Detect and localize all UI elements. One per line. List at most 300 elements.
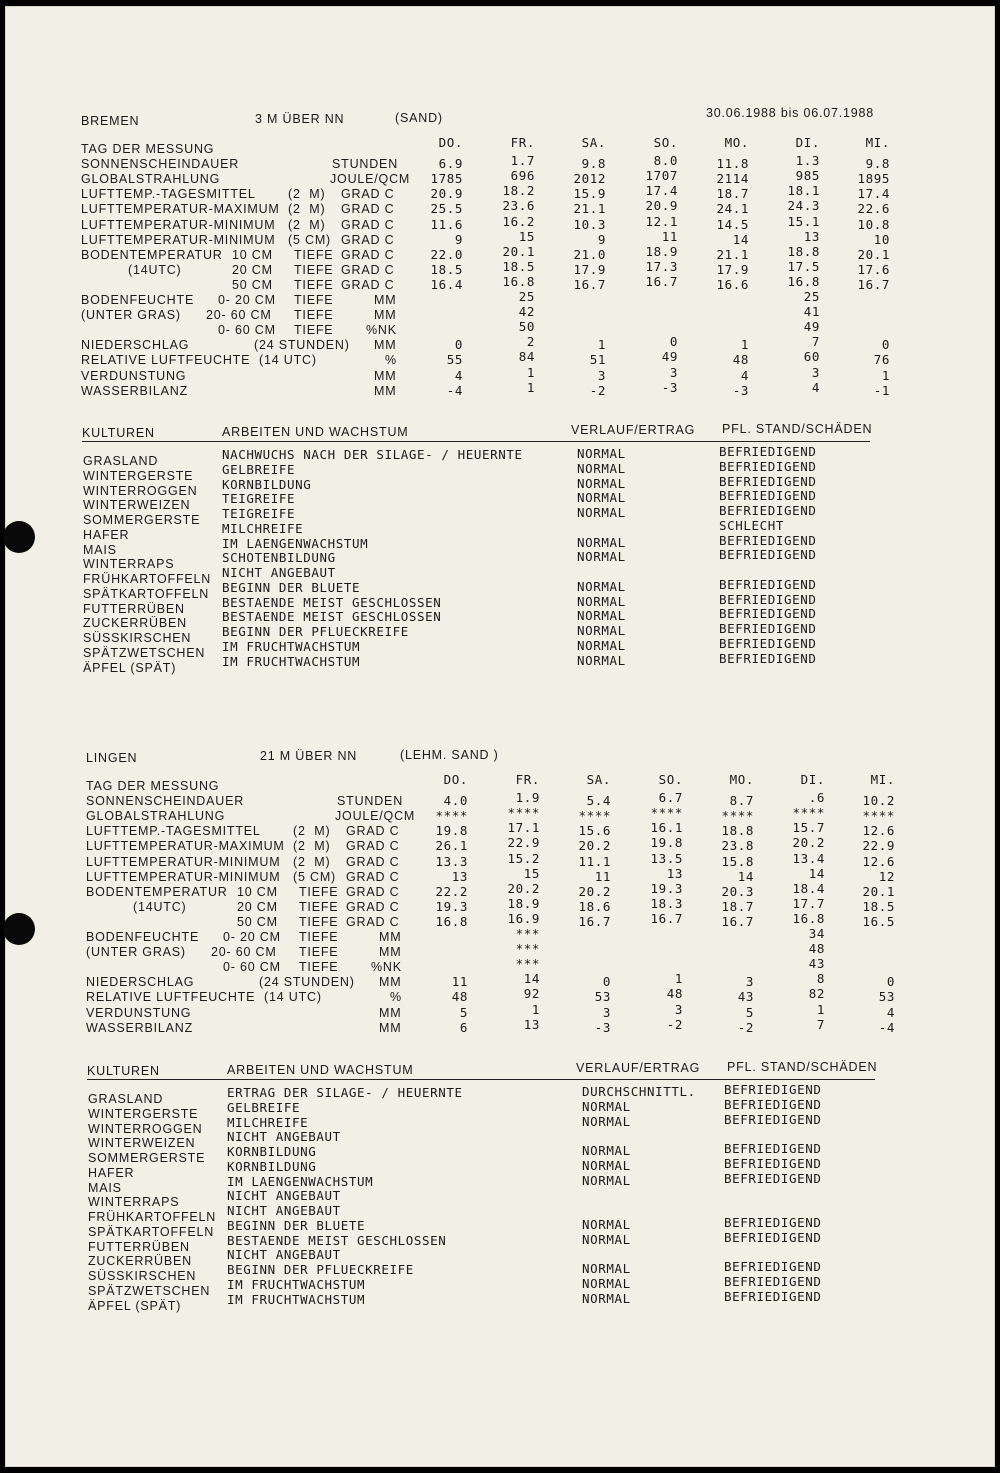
row-qualifier: (14 UTC)	[259, 353, 317, 367]
crop-work: BEGINN DER BLUETE	[227, 1218, 366, 1233]
crop-status: BEFRIEDIGEND	[719, 577, 817, 592]
crops-header-rule	[87, 1079, 875, 1080]
crop-work: NICHT ANGEBAUT	[222, 565, 336, 580]
cell-value: 20.2	[578, 884, 611, 899]
crop-progress: NORMAL	[577, 608, 626, 623]
station-soil: (LEHM. SAND )	[400, 748, 499, 762]
cell-value: 16.2	[502, 214, 535, 229]
row-qualifier: 50 CM	[237, 915, 278, 929]
crop-status: BEFRIEDIGEND	[724, 1097, 822, 1112]
crop-progress: NORMAL	[577, 638, 626, 653]
row-qualifier: (14 UTC)	[264, 990, 322, 1004]
cell-value: 5	[459, 1005, 468, 1020]
day-header: SA.	[581, 135, 606, 150]
cell-value: 9	[454, 232, 463, 247]
cell-value: 19.8	[650, 835, 683, 850]
cell-value: 21.1	[573, 201, 606, 216]
row-label: BODENTEMPERATUR	[81, 248, 223, 262]
crop-status: BEFRIEDIGEND	[719, 503, 817, 518]
cell-value: 53	[594, 989, 611, 1004]
cell-value: 15.9	[573, 186, 606, 201]
row-qualifier: (2 M)	[293, 839, 331, 853]
row-label: LUFTTEMP.-TAGESMITTEL	[81, 187, 256, 201]
cell-value: 22.9	[507, 835, 540, 850]
cell-value: ****	[862, 808, 895, 823]
row-unit: MM	[379, 1021, 402, 1035]
cell-value: 20.2	[578, 838, 611, 853]
day-header: MI.	[865, 135, 890, 150]
day-header: DO.	[438, 135, 463, 150]
crop-name: ZUCKERRÜBEN	[88, 1254, 192, 1268]
cell-value: 53	[878, 989, 895, 1004]
row-unit: TIEFE	[294, 308, 334, 322]
cell-value: -2	[737, 1020, 754, 1035]
cell-value: 14	[732, 232, 749, 247]
cell-value: 1.3	[795, 153, 820, 168]
crop-work: IM FRUCHTWACHSTUM	[227, 1277, 366, 1292]
cell-value: -4	[878, 1020, 895, 1035]
cell-value: 3	[674, 1002, 683, 1017]
cell-value: 13	[523, 1017, 540, 1032]
row-unit: MM	[374, 308, 397, 322]
crop-work: NICHT ANGEBAUT	[227, 1188, 341, 1203]
row-label: RELATIVE LUFTFEUCHTE	[86, 990, 256, 1004]
cell-value: 14	[808, 866, 825, 881]
cell-value: 1	[526, 380, 535, 395]
cell-value: .6	[808, 790, 825, 805]
cell-value: 18.7	[716, 186, 749, 201]
row-unit: MM	[374, 293, 397, 307]
row-unit: STUNDEN	[332, 157, 399, 171]
crop-status: BEFRIEDIGEND	[719, 533, 817, 548]
row-label: (UNTER GRAS)	[86, 945, 186, 959]
cell-value: 1.7	[510, 153, 535, 168]
cell-value: 9.8	[865, 156, 890, 171]
cell-value: 22.2	[435, 884, 468, 899]
row-label: GLOBALSTRAHLUNG	[86, 809, 226, 823]
cell-value: 13.4	[792, 851, 825, 866]
cell-value: 13.5	[650, 851, 683, 866]
crop-progress: NORMAL	[582, 1143, 631, 1158]
crop-name: WINTERROGGEN	[88, 1122, 203, 1136]
cell-value: 22.9	[862, 838, 895, 853]
row-label: NIEDERSCHLAG	[86, 975, 195, 989]
row-qualifier: 0- 20 CM	[218, 293, 276, 307]
row-unit: %	[390, 990, 402, 1004]
crop-name: ÄPFEL (SPÄT)	[83, 661, 177, 675]
crop-name: SOMMERGERSTE	[88, 1151, 206, 1165]
cell-value: 12	[878, 869, 895, 884]
cell-value: 12.6	[862, 823, 895, 838]
crop-status: BEFRIEDIGEND	[724, 1259, 822, 1274]
row-unit: GRAD C	[341, 278, 395, 292]
cell-value: 11.1	[578, 854, 611, 869]
cell-value: 18.9	[507, 896, 540, 911]
cell-value: 16.4	[430, 277, 463, 292]
crop-name: ZUCKERRÜBEN	[83, 616, 187, 630]
crops-col-stand: PFL. STAND/SCHÄDEN	[722, 422, 873, 436]
crop-work: TEIGREIFE	[222, 506, 296, 521]
day-header: FR.	[515, 772, 540, 787]
cell-value: 6.7	[658, 790, 683, 805]
crop-progress: NORMAL	[577, 549, 626, 564]
crop-progress: NORMAL	[582, 1099, 631, 1114]
crop-name: WINTERROGGEN	[83, 484, 198, 498]
row-label: SONNENSCHEINDAUER	[86, 794, 245, 808]
cell-value: 1707	[645, 168, 678, 183]
row-qualifier: (2 M)	[293, 855, 331, 869]
crop-status: BEFRIEDIGEND	[719, 459, 817, 474]
crop-progress: NORMAL	[577, 490, 626, 505]
crop-name: WINTERGERSTE	[83, 469, 194, 483]
crop-status: BEFRIEDIGEND	[724, 1289, 822, 1304]
crop-progress: NORMAL	[582, 1217, 631, 1232]
crops-header-rule	[82, 441, 870, 442]
cell-value: 985	[795, 168, 820, 183]
crop-progress: NORMAL	[582, 1276, 631, 1291]
crop-status: BEFRIEDIGEND	[719, 606, 817, 621]
row-unit: GRAD C	[346, 915, 400, 929]
row-label: TAG DER MESSUNG	[86, 779, 220, 793]
cell-value: 2114	[716, 171, 749, 186]
cell-value: 13	[803, 229, 820, 244]
cell-value: 0	[602, 974, 611, 989]
cell-value: 4	[454, 368, 463, 383]
day-header: MI.	[870, 772, 895, 787]
crop-name: GRASLAND	[88, 1092, 164, 1106]
row-qualifier: (2 M)	[288, 187, 326, 201]
cell-value: 1	[740, 337, 749, 352]
row-unit: TIEFE	[294, 278, 334, 292]
row-label: LUFTTEMPERATUR-MINIMUM	[81, 218, 276, 232]
cell-value: 10.3	[573, 217, 606, 232]
cell-value: 9.8	[581, 156, 606, 171]
crop-name: HAFER	[88, 1166, 135, 1180]
cell-value: 15.1	[787, 214, 820, 229]
report-period: 30.06.1988 bis 06.07.1988	[706, 106, 875, 120]
day-header: DI.	[800, 772, 825, 787]
cell-value: 17.9	[716, 262, 749, 277]
row-label: LUFTTEMPERATUR-MINIMUM	[86, 870, 281, 884]
row-unit: GRAD C	[346, 839, 400, 853]
crop-name: MAIS	[88, 1181, 122, 1195]
crop-name: MAIS	[83, 543, 117, 557]
row-qualifier: 0- 60 CM	[223, 960, 281, 974]
row-unit: TIEFE	[299, 900, 339, 914]
cell-value: 4.0	[443, 793, 468, 808]
cell-value: -3	[594, 1020, 611, 1035]
row-unit: GRAD C	[341, 187, 395, 201]
cell-value: 4	[811, 380, 820, 395]
row-qualifier: 20- 60 CM	[211, 945, 277, 959]
crop-progress: NORMAL	[577, 535, 626, 550]
crop-work: IM FRUCHTWACHSTUM	[222, 654, 361, 669]
cell-value: 16.6	[716, 277, 749, 292]
row-unit: MM	[379, 975, 402, 989]
cell-value: 20.9	[430, 186, 463, 201]
day-header: DI.	[795, 135, 820, 150]
row-unit: MM	[379, 945, 402, 959]
crop-work: NICHT ANGEBAUT	[227, 1203, 341, 1218]
cell-value: 18.9	[645, 244, 678, 259]
cell-value: 11.8	[716, 156, 749, 171]
row-unit: TIEFE	[294, 293, 334, 307]
row-unit: %NK	[371, 960, 402, 974]
crop-work: IM LAENGENWACHSTUM	[222, 536, 369, 551]
row-qualifier: (24 STUNDEN)	[259, 975, 355, 989]
row-qualifier: 10 CM	[232, 248, 273, 262]
crop-name: FRÜHKARTOFFELN	[88, 1210, 217, 1224]
cell-value: 11	[594, 869, 611, 884]
day-header: FR.	[510, 135, 535, 150]
cell-value: 22.6	[857, 201, 890, 216]
crop-progress: NORMAL	[582, 1173, 631, 1188]
station-height: 3 M ÜBER NN	[255, 112, 345, 126]
cell-value: ****	[721, 808, 754, 823]
crop-status: BEFRIEDIGEND	[724, 1082, 822, 1097]
cell-value: 16.7	[857, 277, 890, 292]
day-header: DO.	[443, 772, 468, 787]
cell-value: 1	[597, 337, 606, 352]
row-unit: TIEFE	[299, 945, 339, 959]
cell-value: 18.5	[862, 899, 895, 914]
crops-col-kulturen: KULTUREN	[82, 426, 155, 440]
cell-value: 10	[873, 232, 890, 247]
cell-value: 18.1	[787, 183, 820, 198]
crop-status: BEFRIEDIGEND	[719, 621, 817, 636]
cell-value: 10.2	[862, 793, 895, 808]
punch-hole-lower	[3, 913, 35, 945]
cell-value: 9	[597, 232, 606, 247]
row-unit: MM	[374, 338, 397, 352]
cell-value: 51	[589, 352, 606, 367]
row-unit: GRAD C	[341, 233, 395, 247]
cell-value: 1	[531, 1002, 540, 1017]
station-name: BREMEN	[81, 114, 140, 128]
cell-value: 0	[454, 337, 463, 352]
row-unit: GRAD C	[346, 855, 400, 869]
cell-value: 84	[518, 349, 535, 364]
row-unit: TIEFE	[294, 248, 334, 262]
station-name: LINGEN	[86, 751, 138, 765]
cell-value: 82	[808, 986, 825, 1001]
cell-value: 18.7	[721, 899, 754, 914]
cell-value: 48	[808, 941, 825, 956]
crop-work: NACHWUCHS NACH DER SILAGE- / HEUERNTE	[222, 447, 523, 462]
row-unit: TIEFE	[299, 930, 339, 944]
crop-work: KORNBILDUNG	[222, 477, 312, 492]
cell-value: 17.4	[857, 186, 890, 201]
cell-value: 18.3	[650, 896, 683, 911]
cell-value: 92	[523, 986, 540, 1001]
cell-value: ***	[515, 926, 540, 941]
cell-value: -1	[873, 383, 890, 398]
day-header: MO.	[724, 135, 749, 150]
cell-value: 22.0	[430, 247, 463, 262]
row-label: BODENFEUCHTE	[81, 293, 195, 307]
row-qualifier: (5 CM)	[293, 870, 336, 884]
crop-work: BEGINN DER BLUETE	[222, 580, 361, 595]
cell-value: 19.3	[650, 881, 683, 896]
crop-name: SÜSSKIRSCHEN	[83, 631, 192, 645]
row-unit: %NK	[366, 323, 397, 337]
row-unit: MM	[379, 930, 402, 944]
cell-value: 49	[803, 319, 820, 334]
cell-value: 48	[666, 986, 683, 1001]
row-unit: GRAD C	[341, 202, 395, 216]
cell-value: 16.7	[578, 914, 611, 929]
cell-value: 15.7	[792, 820, 825, 835]
crop-work: BESTAENDE MEIST GESCHLOSSEN	[222, 595, 442, 610]
row-label: BODENTEMPERATUR	[86, 885, 228, 899]
cell-value: 16.7	[650, 911, 683, 926]
crop-name: SOMMERGERSTE	[83, 513, 201, 527]
row-unit: TIEFE	[299, 915, 339, 929]
row-label: RELATIVE LUFTFEUCHTE	[81, 353, 251, 367]
cell-value: 8.7	[729, 793, 754, 808]
cell-value: 18.8	[787, 244, 820, 259]
cell-value: 2012	[573, 171, 606, 186]
cell-value: 16.5	[862, 914, 895, 929]
cell-value: 3	[745, 974, 754, 989]
crops-col-stand: PFL. STAND/SCHÄDEN	[727, 1060, 878, 1074]
crop-progress: NORMAL	[577, 653, 626, 668]
crop-status: BEFRIEDIGEND	[719, 444, 817, 459]
cell-value: 1.9	[515, 790, 540, 805]
row-label: NIEDERSCHLAG	[81, 338, 190, 352]
cell-value: 6.9	[438, 156, 463, 171]
crop-progress: NORMAL	[582, 1261, 631, 1276]
cell-value: 15.6	[578, 823, 611, 838]
cell-value: 0	[881, 337, 890, 352]
cell-value: 17.4	[645, 183, 678, 198]
row-unit: TIEFE	[294, 263, 334, 277]
cell-value: 16.8	[502, 274, 535, 289]
cell-value: 20.3	[721, 884, 754, 899]
cell-value: 20.2	[507, 881, 540, 896]
cell-value: 12.6	[862, 854, 895, 869]
row-label: (14UTC)	[133, 900, 187, 914]
cell-value: ****	[435, 808, 468, 823]
cell-value: ***	[515, 941, 540, 956]
row-unit: JOULE/QCM	[335, 809, 416, 823]
crop-status: BEFRIEDIGEND	[724, 1112, 822, 1127]
cell-value: 2	[526, 334, 535, 349]
cell-value: 48	[732, 352, 749, 367]
crop-progress: NORMAL	[577, 594, 626, 609]
crop-status: BEFRIEDIGEND	[724, 1274, 822, 1289]
row-qualifier: 50 CM	[232, 278, 273, 292]
crop-work: NICHT ANGEBAUT	[227, 1129, 341, 1144]
row-label: BODENFEUCHTE	[86, 930, 200, 944]
day-header: SO.	[658, 772, 683, 787]
cell-value: 76	[873, 352, 890, 367]
crop-status: BEFRIEDIGEND	[719, 488, 817, 503]
cell-value: 16.8	[787, 274, 820, 289]
cell-value: 17.7	[792, 896, 825, 911]
cell-value: ****	[507, 805, 540, 820]
row-qualifier: 20 CM	[232, 263, 273, 277]
crop-status: BEFRIEDIGEND	[724, 1141, 822, 1156]
crop-status: BEFRIEDIGEND	[724, 1230, 822, 1245]
crop-name: WINTERWEIZEN	[88, 1136, 196, 1150]
cell-value: ****	[650, 805, 683, 820]
row-label: GLOBALSTRAHLUNG	[81, 172, 221, 186]
cell-value: 16.7	[721, 914, 754, 929]
cell-value: 16.8	[792, 911, 825, 926]
row-label: WASSERBILANZ	[86, 1021, 194, 1035]
cell-value: 0	[669, 334, 678, 349]
row-label: LUFTTEMPERATUR-MAXIMUM	[86, 839, 285, 853]
cell-value: 16.7	[645, 274, 678, 289]
cell-value: 18.5	[430, 262, 463, 277]
cell-value: 17.3	[645, 259, 678, 274]
cell-value: 19.8	[435, 823, 468, 838]
cell-value: 13	[451, 869, 468, 884]
cell-value: 8.0	[653, 153, 678, 168]
row-qualifier: (5 CM)	[288, 233, 331, 247]
crop-progress: NORMAL	[582, 1291, 631, 1306]
cell-value: -2	[666, 1017, 683, 1032]
row-qualifier: (2 M)	[293, 824, 331, 838]
row-qualifier: 20 CM	[237, 900, 278, 914]
row-qualifier: 10 CM	[237, 885, 278, 899]
crop-name: SÜSSKIRSCHEN	[88, 1269, 197, 1283]
cell-value: 43	[737, 989, 754, 1004]
row-label: VERDUNSTUNG	[86, 1006, 192, 1020]
day-header: SO.	[653, 135, 678, 150]
crop-status: SCHLECHT	[719, 518, 785, 533]
crop-work: SCHOTENBILDUNG	[222, 550, 336, 565]
crop-progress: NORMAL	[577, 446, 626, 461]
cell-value: 10.8	[857, 217, 890, 232]
cell-value: 18.4	[792, 881, 825, 896]
row-unit: GRAD C	[346, 824, 400, 838]
cell-value: 1	[674, 971, 683, 986]
crop-progress: NORMAL	[582, 1232, 631, 1247]
cell-value: ****	[578, 808, 611, 823]
cell-value: 15.8	[721, 854, 754, 869]
crop-work: IM LAENGENWACHSTUM	[227, 1174, 374, 1189]
cell-value: -3	[732, 383, 749, 398]
cell-value: 3	[597, 368, 606, 383]
crop-name: HAFER	[83, 528, 130, 542]
cell-value: 23.6	[502, 198, 535, 213]
crop-progress: NORMAL	[577, 623, 626, 638]
row-qualifier: (2 M)	[288, 218, 326, 232]
cell-value: 50	[518, 319, 535, 334]
crop-status: BEFRIEDIGEND	[719, 474, 817, 489]
cell-value: 41	[803, 304, 820, 319]
crop-name: GRASLAND	[83, 454, 159, 468]
crop-name: FUTTERRÜBEN	[88, 1240, 190, 1254]
row-unit: TIEFE	[299, 960, 339, 974]
cell-value: 16.9	[507, 911, 540, 926]
crop-work: IM FRUCHTWACHSTUM	[222, 639, 361, 654]
row-unit: GRAD C	[341, 248, 395, 262]
row-qualifier: 0- 20 CM	[223, 930, 281, 944]
cell-value: 21.1	[716, 247, 749, 262]
cell-value: 18.8	[721, 823, 754, 838]
crop-name: SPÄTKARTOFFELN	[88, 1225, 215, 1239]
cell-value: 20.1	[862, 884, 895, 899]
crop-progress: DURCHSCHNITTL.	[582, 1084, 696, 1099]
crop-work: NICHT ANGEBAUT	[227, 1247, 341, 1262]
punch-hole-upper	[3, 521, 35, 553]
crop-work: GELBREIFE	[227, 1100, 301, 1115]
cell-value: ****	[792, 805, 825, 820]
cell-value: 1785	[430, 171, 463, 186]
